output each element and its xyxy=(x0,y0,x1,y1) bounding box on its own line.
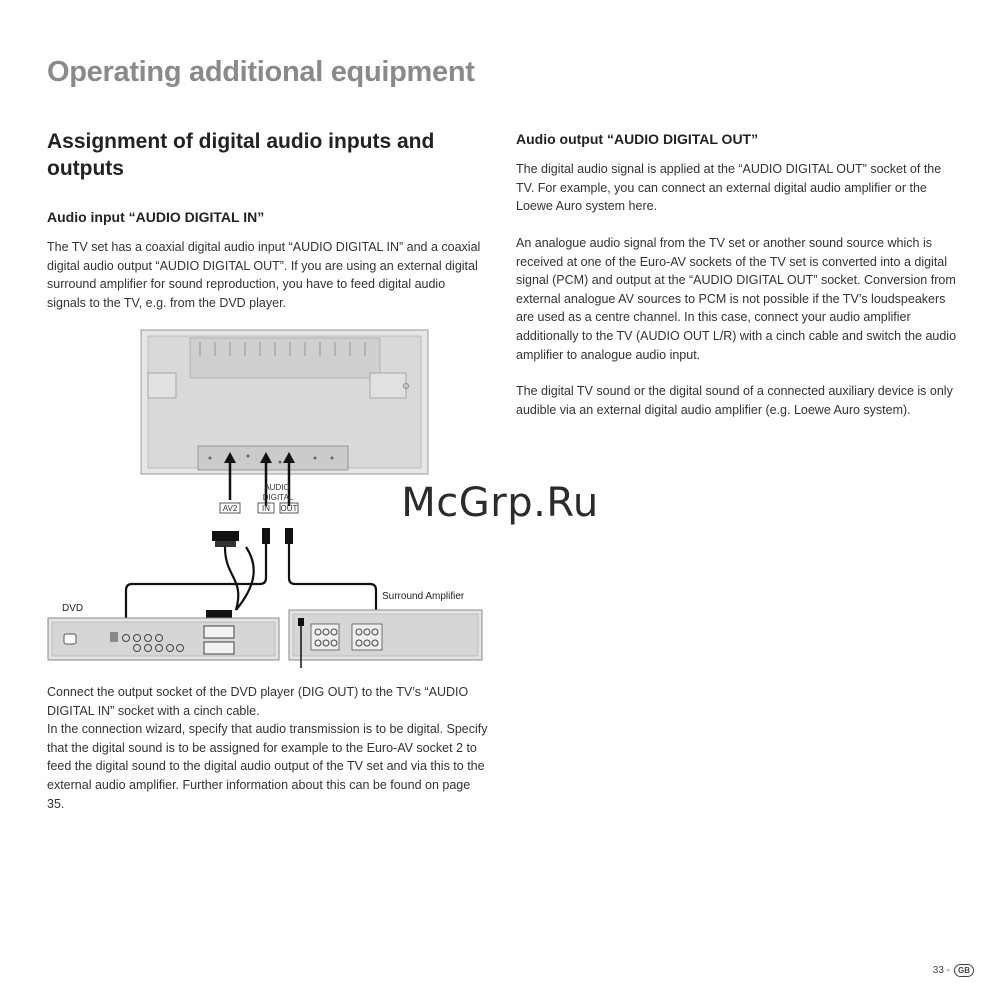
watermark: McGrp.Ru xyxy=(401,480,599,526)
audio-input-heading: Audio input “AUDIO DIGITAL IN” xyxy=(47,209,265,225)
amplifier-illustration xyxy=(289,610,482,668)
audio-output-para-3: The digital TV sound or the digital sound of a connected auxiliary device is only audible via an external digital audio amplifier (e.g. Loewe Auro system). xyxy=(516,384,953,417)
section-heading: Assignment of digital audio inputs and outputs xyxy=(47,130,435,180)
dvd-label: DVD xyxy=(62,603,84,614)
digital-label: DIGITAL xyxy=(262,493,294,502)
page-number: 33 - xyxy=(932,965,950,976)
audio-output-heading: Audio output “AUDIO DIGITAL OUT” xyxy=(516,131,759,147)
dvd-player-illustration xyxy=(48,618,279,660)
av2-label: AV2 xyxy=(222,504,238,513)
audio-label: AUDIO xyxy=(264,483,290,492)
in-label: IN xyxy=(262,504,270,513)
connection-instructions: Connect the output socket of the DVD player (DIG OUT) to the TV’s “AUDIO DIGITAL IN” socket with a cinch cable. In the connection wizard, specify that audio transmission is to be digital. Specify that the digital sound is to be assigned for example to the Euro-AV socket 2 to feed the digital sound to the digital audio output of the TV set and via this to the external audio amplifier. Further information about this can be found on page 35. xyxy=(47,685,488,811)
country-badge: GB xyxy=(954,964,974,977)
audio-output-para-1: The digital audio signal is applied at the “AUDIO DIGITAL OUT” socket of the TV. For example, you can connect an external digital audio amplifier or the Loewe Auro system here. xyxy=(516,162,942,214)
audio-input-intro: The TV set has a coaxial digital audio input “AUDIO DIGITAL IN” and a coaxial digital audio output “AUDIO DIGITAL OUT”. If you are using an external digital surround amplifier for sound reproduction, you have to feed digital audio signals to the TV, e.g. from the DVD player. xyxy=(47,240,481,310)
amplifier-label: Surround Amplifier xyxy=(382,591,465,602)
tv-back-illustration xyxy=(141,330,428,474)
out-label: OUT xyxy=(280,504,298,513)
chapter-title: Operating additional equipment xyxy=(47,56,475,88)
audio-output-para-2: An analogue audio signal from the TV set or another sound source which is received at one of the Euro-AV sockets of the TV set is converted into a digital signal (PCM) and output at the “AUDIO DIGITAL OUT” socket. Conversion from external analogue AV sources to PCM is not possible if the TV’s loudspeakers are used as a centre channel. In this case, connect your audio amplifier additionally to the TV (AUDIO OUT L/R) with a cinch cable and switch the audio amplifier to analogue audio input. xyxy=(516,236,957,362)
page-footer xyxy=(933,964,974,977)
